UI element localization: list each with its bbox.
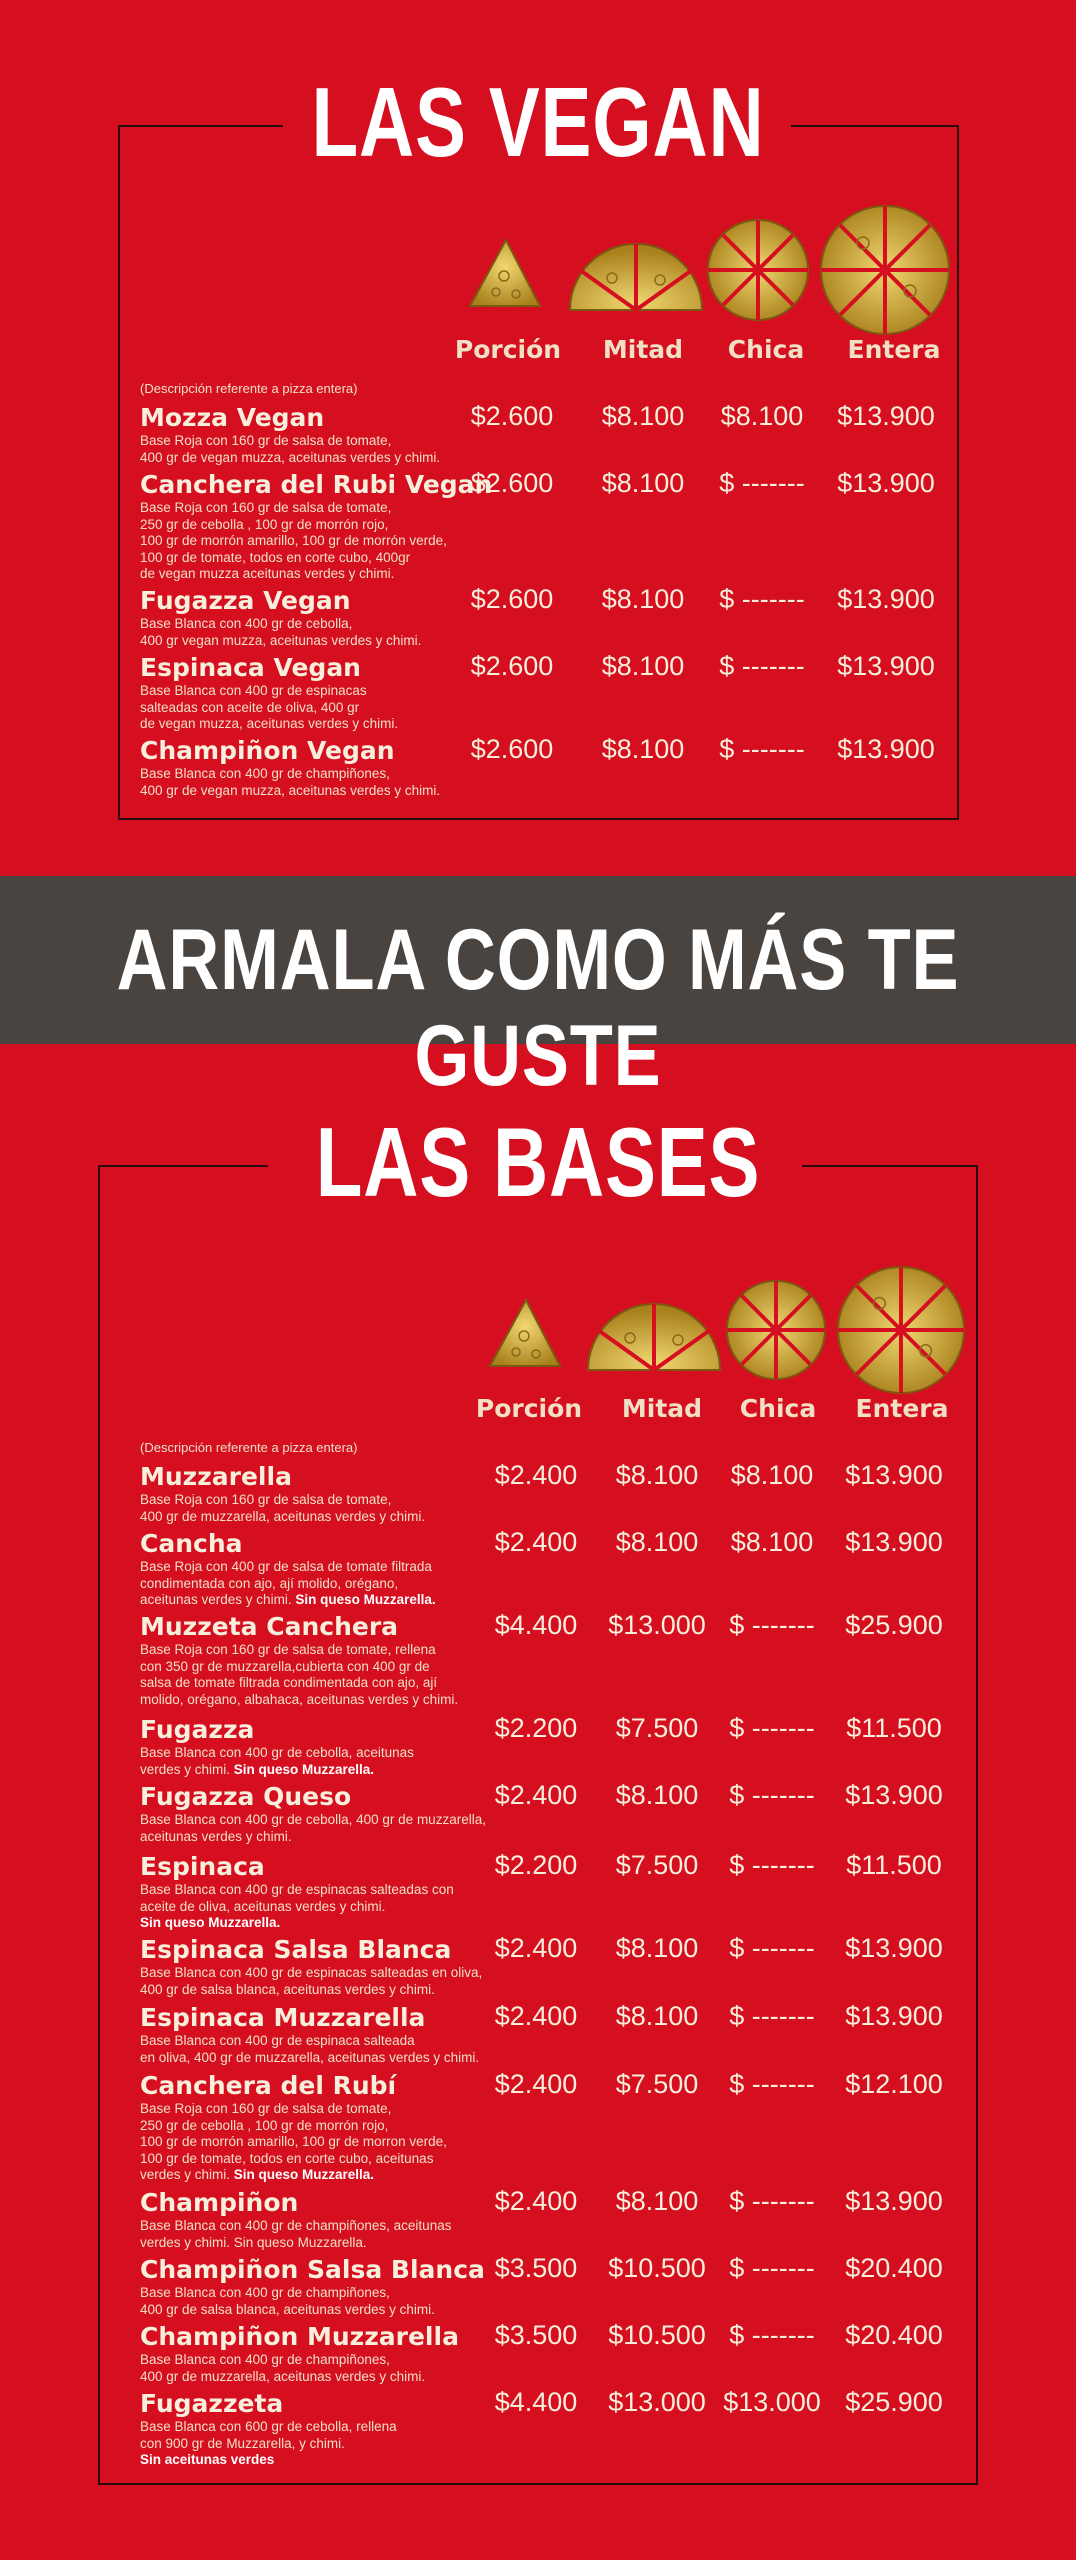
menu-item-description-text: Base Roja con 160 gr de salsa de tomate, 250 gr de cebolla , 100 gr de morrón rojo, 100 gr de morrón amarillo, 100 gr de morron verde, 100 gr de tomate, todos en corte cubo, aceitunas verdes y chimi. xyxy=(140,2101,447,2182)
menu-item-price: $ ------- xyxy=(729,2253,815,2283)
menu-item-description xyxy=(140,1745,414,1778)
menu-item-price: $2.600 xyxy=(470,468,554,498)
vegan-col-chica: Chica xyxy=(727,335,805,364)
menu-item-price: $2.600 xyxy=(470,651,554,681)
menu-item-price: $25.900 xyxy=(845,1610,943,1640)
menu-item-name: Champiñon Vegan xyxy=(140,736,395,765)
menu-item-note: Sin queso Muzzarella. xyxy=(233,1761,375,1777)
menu-item-description xyxy=(140,2419,397,2469)
menu-item-description xyxy=(140,2101,447,2184)
menu-item-description-text: Base Blanca con 400 gr de cebolla, 400 gr de muzzarella, aceitunas verdes y chimi. xyxy=(140,1812,486,1844)
menu-item-name: Espinaca xyxy=(140,1852,265,1881)
menu-item-description-text: Base Roja con 400 gr de salsa de tomate filtrada condimentada con ajo, ají molido, orégano, aceitunas verdes y chimi. xyxy=(140,1559,432,1607)
menu-item-price: $13.900 xyxy=(845,2001,943,2031)
menu-item-price: $8.100 xyxy=(730,1460,814,1490)
pizza-slice-icon xyxy=(486,1294,566,1374)
menu-item-price: $8.100 xyxy=(601,468,685,498)
menu-item-price: $ ------- xyxy=(729,1610,815,1640)
menu-item-price: $ ------- xyxy=(729,2320,815,2350)
menu-item-description xyxy=(140,1642,458,1708)
vegan-section-title: LAS VEGAN xyxy=(311,67,765,177)
menu-item-price: $13.900 xyxy=(837,584,935,614)
vegan-col-entera: Entera xyxy=(847,335,941,364)
menu-item-price: $8.100 xyxy=(615,1527,699,1557)
menu-item-name: Muzzarella xyxy=(140,1462,292,1491)
menu-item-note: Sin queso Muzzarella. xyxy=(140,1915,281,1930)
banner-text: ARMALA COMO MÁS TE GUSTE xyxy=(116,912,960,1104)
menu-item-price: $11.500 xyxy=(846,1713,942,1743)
menu-item-price: $13.900 xyxy=(845,2186,943,2216)
menu-item-price: $2.200 xyxy=(494,1850,578,1880)
menu-item-description xyxy=(140,616,421,649)
half-pizza-icon xyxy=(584,1294,724,1374)
menu-item-description-text: Base Blanca con 600 gr de cebolla, rellena con 900 gr de Muzzarella, y chimi. xyxy=(140,2419,397,2451)
menu-item-price: $11.500 xyxy=(846,1850,942,1880)
menu-item-price: $10.500 xyxy=(608,2253,706,2283)
vegan-col-porcion: Porción xyxy=(454,335,562,364)
menu-item-price: $ ------- xyxy=(719,651,805,681)
menu-item-description xyxy=(140,1965,482,1998)
menu-item-price: $13.000 xyxy=(608,1610,706,1640)
menu-item-description xyxy=(140,1882,454,1932)
pizza-slice-icon xyxy=(466,234,546,314)
bases-col-mitad: Mitad xyxy=(621,1394,703,1423)
menu-item-price: $8.100 xyxy=(615,1933,699,1963)
menu-item-note: Sin aceitunas verdes xyxy=(140,2452,275,2467)
menu-item-price: $ ------- xyxy=(719,584,805,614)
menu-item-name: Champiñon Muzzarella xyxy=(140,2322,459,2351)
menu-item-price: $ ------- xyxy=(729,2069,815,2099)
menu-item-price: $13.000 xyxy=(608,2387,706,2417)
menu-item-price: $8.100 xyxy=(601,734,685,764)
menu-item-name: Fugazzeta xyxy=(140,2389,284,2418)
menu-item-name: Espinaca Salsa Blanca xyxy=(140,1935,452,1964)
banner xyxy=(0,876,1076,1104)
menu-item-description xyxy=(140,1559,436,1609)
menu-item-name: Muzzeta Canchera xyxy=(140,1612,399,1641)
menu-item-price: $20.400 xyxy=(845,2320,943,2350)
menu-item-description xyxy=(140,2218,451,2251)
vegan-description-note: (Descripción referente a pizza entera) xyxy=(140,381,358,396)
menu-item-price: $2.600 xyxy=(470,734,554,764)
menu-item-note: Sin queso Muzzarella. xyxy=(295,1592,436,1607)
menu-item-name: Cancha xyxy=(140,1529,243,1558)
menu-item-price: $25.900 xyxy=(845,2387,943,2417)
menu-item-name: Champiñon xyxy=(140,2188,299,2217)
menu-item-price: $2.400 xyxy=(494,2069,578,2099)
bases-col-porcion: Porción xyxy=(475,1394,583,1423)
bases-col-entera: Entera xyxy=(855,1394,949,1423)
menu-item-price: $3.500 xyxy=(494,2253,578,2283)
menu-item-description-text: Base Roja con 160 gr de salsa de tomate, rellena con 350 gr de muzzarella,cubierta con 400 gr de salsa de tomate filtrada condimentada con ajo, ají molido, orégano, albahaca, aceitunas verdes y chimi. xyxy=(140,1642,459,1707)
menu-item-description-text: Base Blanca con 400 gr de espinacas salteadas con aceite de oliva, 400 gr de vegan muzza, aceitunas verdes y chimi. xyxy=(140,683,399,731)
menu-item-price: $8.100 xyxy=(601,651,685,681)
half-pizza-icon xyxy=(566,234,706,314)
menu-item-price: $4.400 xyxy=(494,2387,578,2417)
menu-item-name: Canchera del Rubí xyxy=(140,2071,397,2100)
menu-item-description-text: Base Roja con 160 gr de salsa de tomate, 250 gr de cebolla , 100 gr de morrón rojo, 100 gr de morrón amarillo, 100 gr de morrón verde, 100 gr de tomate, todos en corte cubo, 400gr de vegan muzza aceitunas verdes y chimi. xyxy=(140,500,447,581)
menu-item-price: $8.100 xyxy=(615,1780,699,1810)
menu-item-name: Champiñon Salsa Blanca xyxy=(140,2255,485,2284)
menu-item-description-text: Base Blanca con 400 gr de champiñones, 400 gr de salsa blanca, aceitunas verdes y chimi. xyxy=(140,2285,435,2317)
menu-item-description-text: Base Blanca con 400 gr de champiñones, aceitunas verdes y chimi. Sin queso Muzzarella. xyxy=(140,2218,452,2250)
menu-item-price: $ ------- xyxy=(719,468,805,498)
menu-item-price: $12.100 xyxy=(845,2069,943,2099)
menu-item-price: $4.400 xyxy=(494,1610,578,1640)
menu-item-price: $13.900 xyxy=(845,1527,943,1557)
menu-item-price: $8.100 xyxy=(615,2186,699,2216)
menu-item-name: Espinaca Vegan xyxy=(140,653,361,682)
menu-item-description xyxy=(140,500,447,583)
menu-item-price: $ ------- xyxy=(729,1713,815,1743)
menu-item-price: $ ------- xyxy=(729,2001,815,2031)
menu-item-price: $3.500 xyxy=(494,2320,578,2350)
menu-item-price: $2.400 xyxy=(494,1527,578,1557)
menu-item-price: $2.400 xyxy=(494,2186,578,2216)
menu-item-price: $13.900 xyxy=(845,1933,943,1963)
menu-item-price: $2.400 xyxy=(494,1460,578,1490)
menu-item-description xyxy=(140,2352,425,2385)
menu-item-price: $2.600 xyxy=(470,401,554,431)
menu-item-price: $13.900 xyxy=(837,468,935,498)
menu-item-description-text: Base Blanca con 400 gr de cebolla, aceitunas verdes y chimi. xyxy=(140,1745,414,1777)
menu-item-price: $7.500 xyxy=(615,2069,699,2099)
menu-item-description-text: Base Blanca con 400 gr de espinacas salteadas en oliva, 400 gr de salsa blanca, aceitunas verdes y chimi. xyxy=(140,1965,483,1997)
menu-item-description xyxy=(140,2285,435,2318)
bases-section-title: LAS BASES xyxy=(315,1107,761,1217)
menu-item-price: $8.100 xyxy=(720,401,804,431)
menu-item-description xyxy=(140,2033,479,2066)
menu-item-name: Espinaca Muzzarella xyxy=(140,2003,426,2032)
menu-item-description-text: Base Blanca con 400 gr de espinaca salteada en oliva, 400 gr de muzzarella, aceitunas verdes y chimi. xyxy=(140,2033,480,2065)
menu-item-price: $ ------- xyxy=(729,2186,815,2216)
menu-item-price: $2.400 xyxy=(494,1933,578,1963)
menu-item-price: $2.600 xyxy=(470,584,554,614)
bases-col-chica: Chica xyxy=(739,1394,817,1423)
menu-item-description xyxy=(140,1492,425,1525)
menu-item-price: $13.900 xyxy=(845,1780,943,1810)
menu-item-description-text: Base Roja con 160 gr de salsa de tomate, 400 gr de muzzarella, aceitunas verdes y chimi. xyxy=(140,1492,426,1524)
menu-item-price: $8.100 xyxy=(601,584,685,614)
bases-description-note: (Descripción referente a pizza entera) xyxy=(140,1440,358,1455)
whole-pizza-icon xyxy=(835,1264,967,1396)
menu-item-description-text: Base Blanca con 400 gr de champiñones, 400 gr de muzzarella, aceitunas verdes y chimi. xyxy=(140,2352,426,2384)
menu-item-price: $2.200 xyxy=(494,1713,578,1743)
menu-item-price: $2.400 xyxy=(494,1780,578,1810)
menu-item-price: $13.000 xyxy=(723,2387,821,2417)
small-pizza-icon xyxy=(724,1278,828,1382)
menu-item-price: $7.500 xyxy=(615,1713,699,1743)
menu-item-description xyxy=(140,683,398,733)
menu-item-description-text: Base Blanca con 400 gr de cebolla, 400 gr vegan muzza, aceitunas verdes y chimi. xyxy=(140,616,422,648)
menu-item-name: Fugazza Vegan xyxy=(140,586,351,615)
menu-item-price: $13.900 xyxy=(837,734,935,764)
menu-item-price: $7.500 xyxy=(615,1850,699,1880)
menu-item-price: $10.500 xyxy=(608,2320,706,2350)
menu-item-price: $20.400 xyxy=(845,2253,943,2283)
small-pizza-icon xyxy=(705,217,811,323)
menu-item-price: $8.100 xyxy=(601,401,685,431)
menu-item-price: $ ------- xyxy=(719,734,805,764)
menu-item-note: Sin queso Muzzarella. xyxy=(233,2167,375,2182)
menu-item-description xyxy=(140,433,440,466)
menu-item-description-text: Base Blanca con 400 gr de espinacas salteadas con aceite de oliva, aceitunas verdes y chimi. xyxy=(140,1882,454,1914)
menu-item-description xyxy=(140,766,440,799)
menu-item-price: $13.900 xyxy=(845,1460,943,1490)
menu-item-description xyxy=(140,1812,486,1845)
whole-pizza-icon xyxy=(818,203,952,337)
menu-item-price: $8.100 xyxy=(615,1460,699,1490)
menu-item-price: $13.900 xyxy=(837,401,935,431)
menu-item-price: $ ------- xyxy=(729,1933,815,1963)
menu-item-price: $13.900 xyxy=(837,651,935,681)
menu-item-description-text: Base Roja con 160 gr de salsa de tomate, 400 gr de vegan muzza, aceitunas verdes y chimi. xyxy=(140,433,441,465)
menu-item-name: Fugazza Queso xyxy=(140,1782,352,1811)
menu-item-price: $8.100 xyxy=(730,1527,814,1557)
menu-item-name: Fugazza xyxy=(140,1715,255,1744)
menu-item-price: $2.400 xyxy=(494,2001,578,2031)
menu-item-name: Canchera del Rubi Vegan xyxy=(140,470,493,499)
menu-item-price: $8.100 xyxy=(615,2001,699,2031)
menu-item-description-text: Base Blanca con 400 gr de champiñones, 400 gr de vegan muzza, aceitunas verdes y chimi. xyxy=(140,766,441,798)
menu-item-price: $ ------- xyxy=(729,1780,815,1810)
menu-item-name: Mozza Vegan xyxy=(140,403,325,432)
vegan-col-mitad: Mitad xyxy=(602,335,684,364)
menu-item-price: $ ------- xyxy=(729,1850,815,1880)
